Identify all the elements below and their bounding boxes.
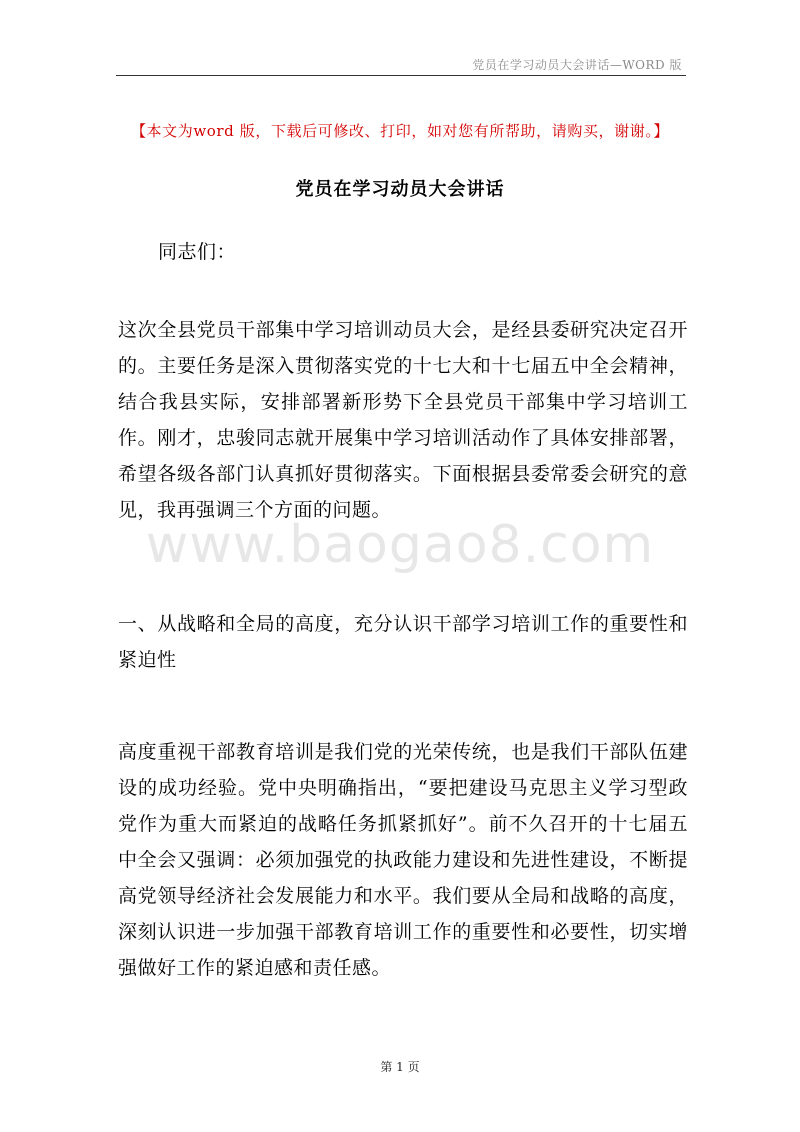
watermark: www.baogao8.com (145, 515, 655, 575)
section-heading-1: 一、从战略和全局的高度，充分认识干部学习培训工作的重要性和紧迫性 (118, 613, 688, 671)
page-number: 第 1 页 (380, 1060, 420, 1074)
header-divider (116, 75, 686, 76)
download-notice: 【本文为word 版，下载后可修改、打印，如对您有所帮助，请购买，谢谢。】 (130, 122, 670, 140)
header-running-title: 党员在学习动员大会讲话—WORD 版 (472, 58, 682, 72)
body-paragraph-2: 高度重视干部教育培训是我们党的光荣传统，也是我们干部队伍建设的成功经验。党中央明确指出，“要把建设马克思主义学习型政党作为重大而紧迫的战略任务抓紧抓好”。前不久召开的十七届五中全会又强调：必须加强党的执政能力建设和先进性建设，不断提高党领导经济社会发展能力和水平。我们要从全局和战略的高度，深刻认识进一步加强干部教育培训工作的重要性和必要性，切实增强做好工作的紧迫感和责任感。 (118, 741, 688, 979)
salutation: 同志们： (158, 241, 237, 263)
body-paragraph-1: 这次全县党员干部集中学习培训动员大会，是经县委研究决定召开的。主要任务是深入贯彻落实党的十七大和十七届五中全会精神，结合我县实际，安排部署新形势下全县党员干部集中学习培训工作。刚才，忠骏同志就开展集中学习培训活动作了具体安排部署，希望各级各部门认真抓好贯彻落实。下面根据县委常委会研究的意见，我再强调三个方面的问题。 (118, 319, 688, 521)
document-title: 党员在学习动员大会讲话 (295, 179, 505, 200)
